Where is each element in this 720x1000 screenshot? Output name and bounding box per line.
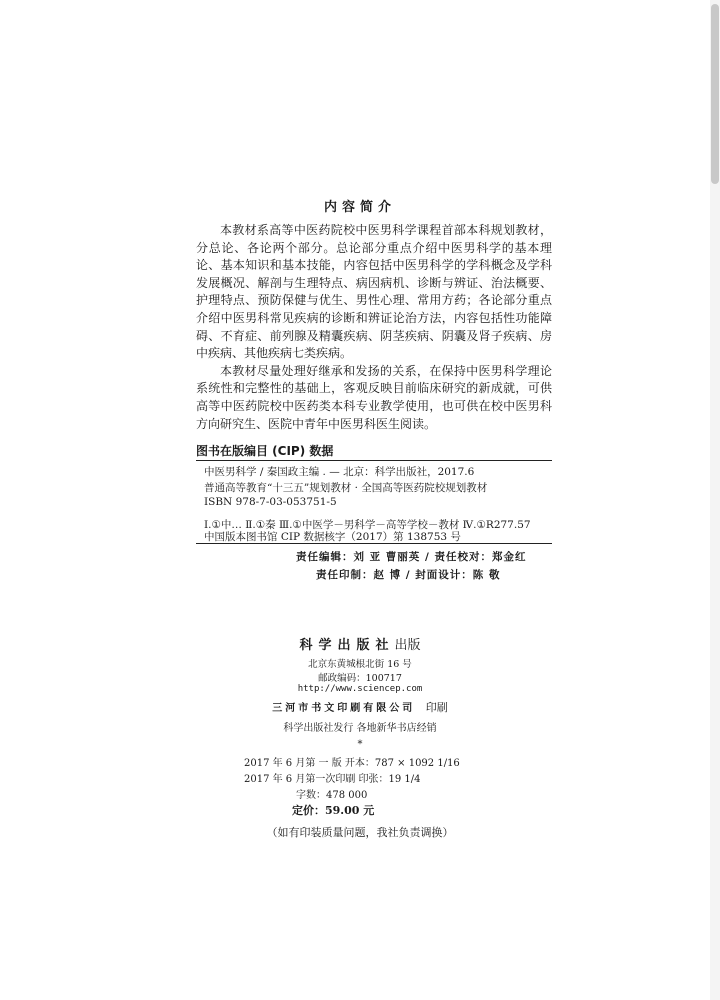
production-credits: 责任印制：赵 博 / 封面设计：陈 敬 [316,569,501,581]
cip-heading: 图书在版编目 (CIP) 数据 [196,444,334,458]
publisher-url[interactable]: http://www.sciencep.com [297,684,423,694]
price: 定价：59.00 元 [292,804,375,817]
printing-line: 2017 年 6 月第一次印刷 印张：19 1/4 [244,774,421,785]
summary-paragraph-2: 本教材尽量处理好继承和发扬的关系，在保持中医男科学理论系统性和完整性的基础上，客观反映目前临床研究的新成就，可供高等中医药院校中医药类本科专业教学使用，也可供在校中医男科方向研究生、医院中青年中医男科医生阅读。 [196,363,552,431]
separator-star: * [357,739,363,750]
publisher-zip: 邮政编码：100717 [318,673,402,684]
word-count: 字数：478 000 [296,790,368,801]
publisher-line [0,634,720,653]
scrollbar-thumb[interactable] [711,4,719,184]
editor-credits: 责任编辑：刘 亚 曹丽英 / 责任校对：郑金红 [296,551,527,563]
printer-name: 三河市书文印刷有限公司 [272,703,416,714]
publisher-address: 北京东黄城根北街 16 号 [308,659,412,670]
cip-line-series: 普通高等教育“十三五”规划教材 · 全国高等医药院校规划教材 [204,482,488,494]
summary-text [196,222,552,433]
distribution-line: 科学出版社发行 各地新华书店经销 [283,723,437,734]
summary-paragraph-1: 本教材系高等中医药院校中医男科学课程首部本科规划教材，分总论、各论两个部分。总论部分重点介绍中医男科学的基本理论、基本知识和基本技能，内容包括中医男科学的学科概念及学科发展概况、解剖与生理特点、病因病机、诊断与辨证、治法概要、护理特点、预防保健与优生、男性心理、常用方药；各论部分重点介绍中医男科常见疾病的诊断和辨证论治方法，内容包括性功能障碍、不育症、前列腺及精囊疾病、阴茎疾病、阴囊及肾子疾病、房中疾病、其他疾病七类疾病。 [196,223,552,361]
cip-line-isbn: ISBN 978-7-03-053751-5 [204,496,337,508]
publisher-suffix: 出版 [394,638,421,653]
summary-title: 内容简介 [323,200,396,215]
printer-line [0,699,720,715]
printer-suffix: 印刷 [425,701,448,714]
cip-line-classification: Ⅰ.①中… Ⅱ.①秦 Ⅲ.①中医学－男科学－高等学校－教材 Ⅳ.①R277.57 [204,519,531,531]
cip-record-number: 中国版本图书馆 CIP 数据核字（2017）第 138753 号 [204,531,461,543]
publisher-name: 科学出版社 [299,638,395,653]
edition-line: 2017 年 6 月第 一 版 开本：787 × 1092 1/16 [244,758,460,769]
scrollbar-track[interactable] [710,0,720,1000]
cip-line-title: 中医男科学 / 秦国政主编 . — 北京：科学出版社，2017.6 [204,466,475,478]
quality-notice: （如有印装质量问题，我社负责调换） [266,826,454,839]
